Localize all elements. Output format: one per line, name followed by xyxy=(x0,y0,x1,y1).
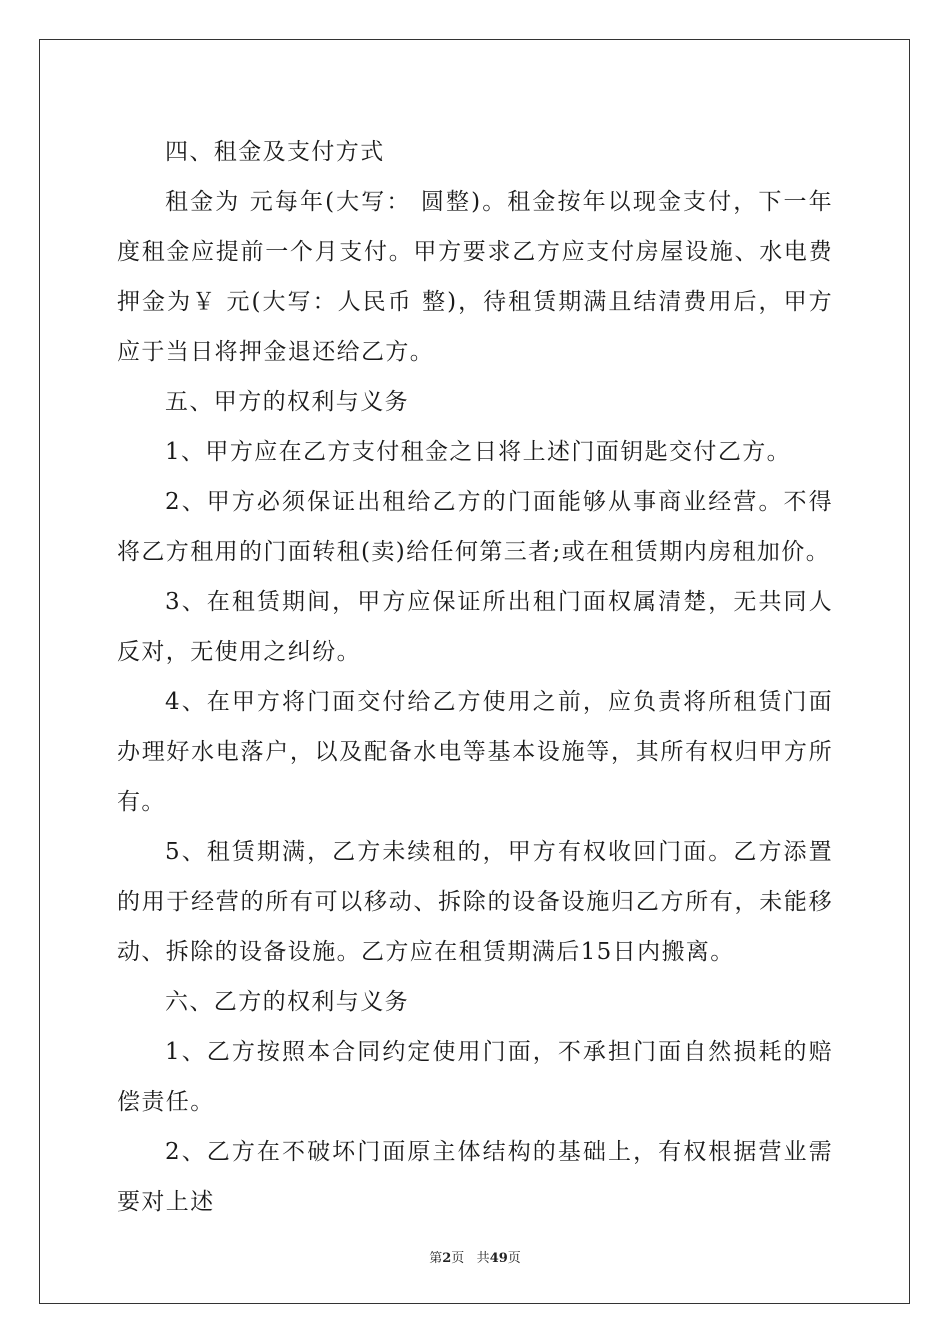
page-prefix: 第 xyxy=(429,1251,443,1266)
total-pages: 49 xyxy=(489,1251,508,1266)
paragraph-lessor-4: 4、在甲方将门面交付给乙方使用之前，应负责将所租赁门面办理好水电落户，以及配备水电等基本设施等，其所有权归甲方所有。 xyxy=(117,689,833,815)
section-heading-lessee: 六、乙方的权利与义务 xyxy=(165,989,409,1015)
paragraph-lessor-2: 2、甲方必须保证出租给乙方的门面能够从事商业经营。不得将乙方租用的门面转租(卖)给任何第三者;或在租赁期内房租加价。 xyxy=(117,489,833,565)
document-body xyxy=(117,127,833,1227)
section-heading-lessor: 五、甲方的权利与义务 xyxy=(165,389,409,415)
paragraph-lessee-1: 1、乙方按照本合同约定使用门面，不承担门面自然损耗的赔偿责任。 xyxy=(117,1039,833,1115)
total-suffix: 页 xyxy=(507,1251,521,1266)
paragraph-rent-terms: 租金为 元每年(大写： 圆整)。租金按年以现金支付，下一年度租金应提前一个月支付。甲方要求乙方应支付房屋设施、水电费押金为￥ 元(大写：人民币 整)，待租赁期满且结清费用后，甲方应于当日将押金退还给乙方。 xyxy=(117,189,833,365)
page-suffix: 页 xyxy=(451,1251,465,1266)
paragraph-lessor-5: 5、租赁期满，乙方未续租的，甲方有权收回门面。乙方添置的用于经营的所有可以移动、拆除的设备设施归乙方所有，未能移动、拆除的设备设施。乙方应在租赁期满后15日内搬离。 xyxy=(117,839,833,965)
paragraph-lessee-2: 2、乙方在不破坏门面原主体结构的基础上，有权根据营业需要对上述 xyxy=(117,1139,833,1215)
page-number: 2 xyxy=(442,1251,452,1266)
total-prefix: 共 xyxy=(476,1251,490,1266)
section-heading-rent: 四、租金及支付方式 xyxy=(165,139,385,165)
paragraph-lessor-1: 1、甲方应在乙方支付租金之日将上述门面钥匙交付乙方。 xyxy=(165,439,792,465)
paragraph-lessor-3: 3、在租赁期间，甲方应保证所出租门面权属清楚，无共同人反对，无使用之纠纷。 xyxy=(117,589,833,665)
page-footer xyxy=(0,1247,950,1266)
